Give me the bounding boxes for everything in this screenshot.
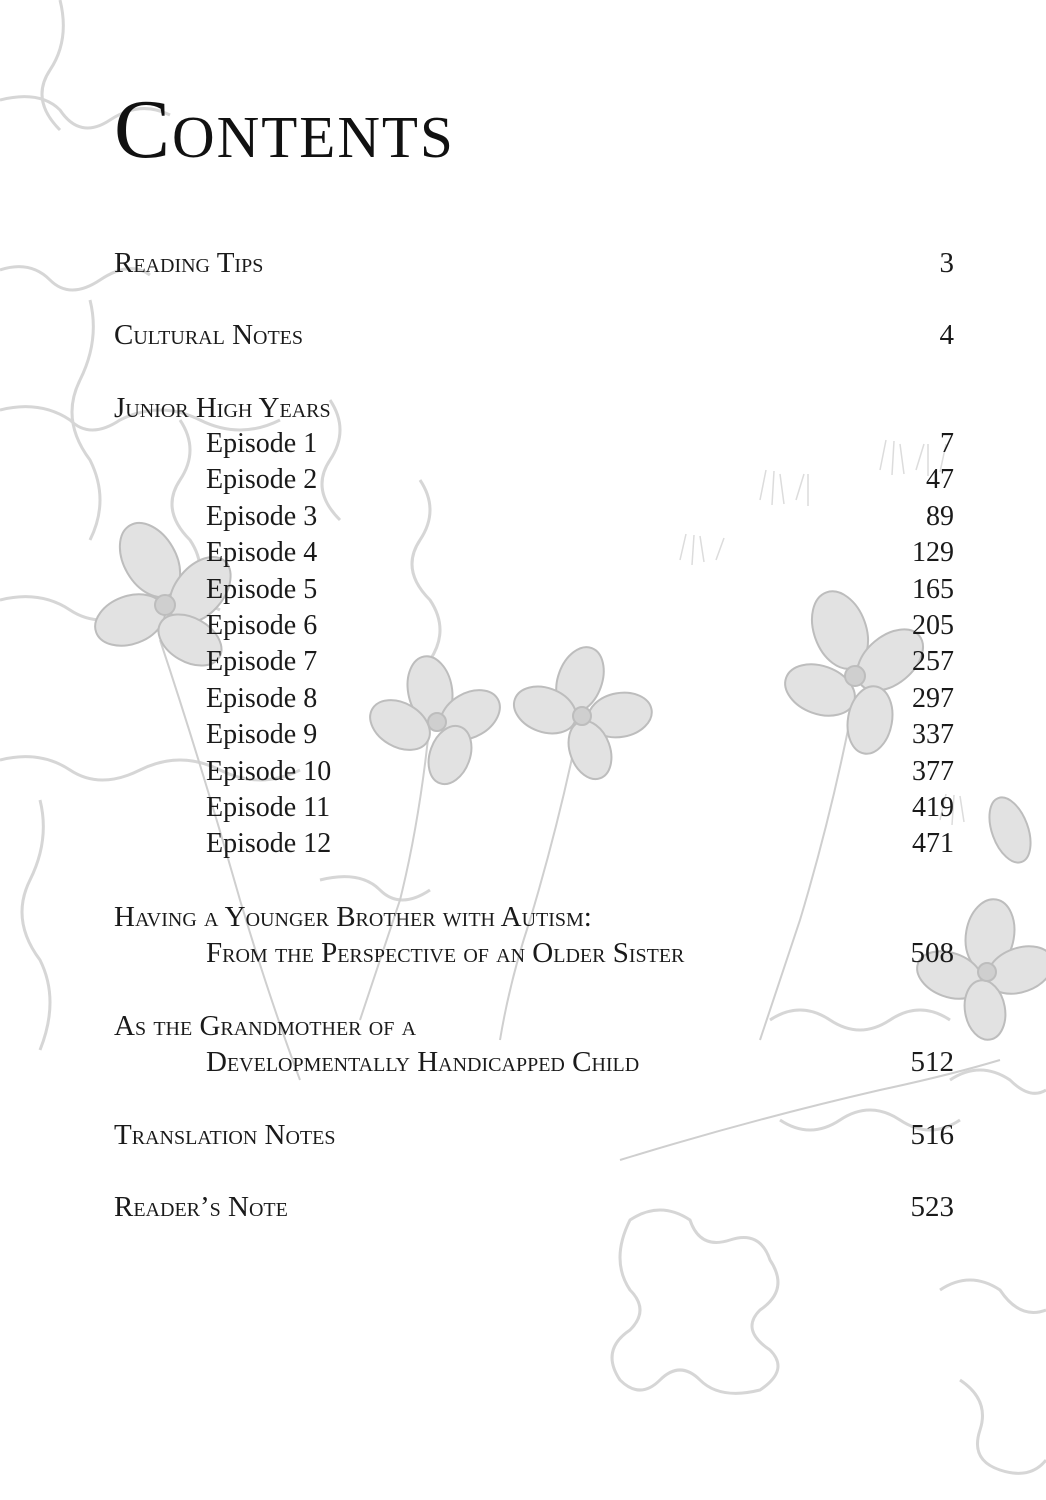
- toc-entry-episode[interactable]: [206, 681, 954, 717]
- toc-entry-label-line2: From the Perspective of an Older Sister: [206, 937, 685, 969]
- toc-page-number: 512: [910, 1046, 954, 1078]
- toc-page-number: 508: [910, 937, 954, 969]
- toc-page-number: 471: [912, 828, 954, 860]
- toc-page-number: 516: [910, 1119, 954, 1151]
- toc-entry-label: Episode 12: [206, 828, 332, 860]
- toc-entry-label: Episode 9: [206, 719, 318, 751]
- toc-section-junior-high-years: [114, 390, 954, 426]
- toc-entry-episode[interactable]: [206, 608, 954, 644]
- toc-page-number: 257: [912, 646, 954, 678]
- toc-entry-label: Reading Tips: [114, 247, 264, 279]
- toc-entry-label: Episode 8: [206, 682, 318, 714]
- page-title: Contents: [114, 83, 455, 176]
- toc-page-number: 129: [912, 537, 954, 569]
- toc-entry-episode[interactable]: [206, 754, 954, 790]
- toc-page-number: 205: [912, 610, 954, 641]
- toc-page-number: 89: [926, 500, 954, 532]
- toc-entry-label: Episode 11: [206, 792, 331, 823]
- toc-entry-episode[interactable]: [206, 572, 954, 608]
- toc-entry-label: Episode 5: [206, 573, 318, 605]
- toc-page-number: 165: [912, 573, 954, 605]
- toc-entry-label: Episode 3: [206, 500, 318, 532]
- toc-entry-episode[interactable]: [206, 826, 954, 862]
- toc-entry-episode[interactable]: [206, 790, 954, 826]
- toc-entry-label-line2: Developmentally Handicapped Child: [206, 1046, 640, 1078]
- toc-entry-label: Episode 2: [206, 464, 318, 496]
- toc-entry-label-line1: As the Grandmother of a: [114, 1010, 417, 1042]
- toc-entry-label: Cultural Notes: [114, 319, 304, 351]
- toc-page-number: 297: [912, 682, 954, 714]
- toc-entry-label: Episode 7: [206, 646, 318, 678]
- toc-entry-label: Translation Notes: [114, 1119, 336, 1151]
- toc-entry-episode[interactable]: [206, 462, 954, 498]
- toc-entry-label: Reader’s Note: [114, 1191, 288, 1223]
- toc-entry-translation-notes[interactable]: [114, 1117, 954, 1153]
- toc-entry-label: Episode 4: [206, 537, 318, 569]
- toc-entry-label: Episode 10: [206, 755, 332, 787]
- toc-entry-label: Episode 6: [206, 610, 318, 641]
- toc-page-number: 419: [912, 792, 954, 823]
- toc-entry-reading-tips[interactable]: [114, 245, 954, 281]
- toc-entry-grandmother[interactable]: [114, 1008, 954, 1080]
- toc-entry-episode[interactable]: [206, 499, 954, 535]
- toc-entry-label-line1: Having a Younger Brother with Autism:: [114, 901, 592, 933]
- toc-entry-episode[interactable]: [206, 535, 954, 571]
- toc-page-number: 523: [910, 1191, 954, 1223]
- toc-entry-episode[interactable]: [206, 426, 954, 462]
- toc-entry-younger-brother[interactable]: [114, 899, 954, 971]
- toc-page-number: 337: [912, 719, 954, 751]
- toc-entry-cultural-notes[interactable]: [114, 317, 954, 353]
- toc-page-number: 4: [939, 319, 954, 351]
- toc-page-number: 7: [940, 428, 954, 459]
- toc-page-number: 377: [912, 755, 954, 787]
- toc-entry-episode[interactable]: [206, 717, 954, 753]
- toc-section-label: Junior High Years: [114, 392, 331, 424]
- toc-page-number: 3: [939, 247, 954, 279]
- toc-entry-readers-note[interactable]: [114, 1189, 954, 1225]
- toc-entry-label: Episode 1: [206, 428, 318, 459]
- toc-page-number: 47: [926, 464, 954, 496]
- toc-entry-episode[interactable]: [206, 644, 954, 680]
